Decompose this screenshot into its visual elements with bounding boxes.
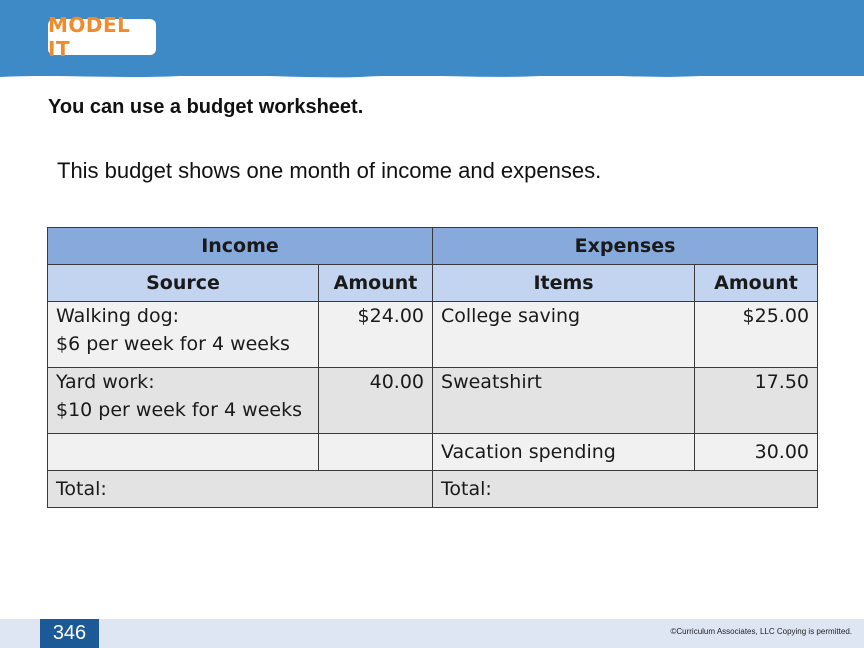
expense-amount-cell: 17.50 <box>695 368 818 434</box>
income-source-cell <box>48 302 319 368</box>
income-source-cell <box>48 434 319 471</box>
table-group-header-row <box>48 228 818 265</box>
expense-item-cell: College saving <box>433 302 695 368</box>
copyright-notice: ©Curriculum Associates, LLC Copying is permitted. <box>670 627 852 636</box>
page-heading: You can use a budget worksheet. <box>48 96 364 118</box>
table-column-header-row <box>48 265 818 302</box>
column-header-income-amount: Amount <box>319 265 433 302</box>
budget-table <box>47 227 818 508</box>
column-header-items: Items <box>433 265 695 302</box>
income-amount-cell <box>319 434 433 471</box>
income-source-detail: $10 per week for 4 weeks <box>56 399 302 421</box>
expense-amount-cell: $25.00 <box>695 302 818 368</box>
income-total-label: Total: <box>48 471 433 508</box>
table-total-row <box>48 471 818 508</box>
income-amount-cell: $24.00 <box>319 302 433 368</box>
model-it-badge: MODEL IT <box>48 19 156 55</box>
page-number: 346 <box>40 619 99 648</box>
expense-item-cell: Sweatshirt <box>433 368 695 434</box>
table-row <box>48 368 818 434</box>
income-source-detail: $6 per week for 4 weeks <box>56 333 290 355</box>
expense-amount-cell: 30.00 <box>695 434 818 471</box>
table-row <box>48 434 818 471</box>
table-row <box>48 302 818 368</box>
income-amount-cell: 40.00 <box>319 368 433 434</box>
income-source-name: Walking dog: <box>56 305 180 327</box>
intro-text: This budget shows one month of income and expenses. <box>57 158 602 183</box>
column-header-source: Source <box>48 265 319 302</box>
income-header: Income <box>48 228 433 265</box>
column-header-expense-amount: Amount <box>695 265 818 302</box>
expense-item-cell: Vacation spending <box>433 434 695 471</box>
expenses-header: Expenses <box>433 228 818 265</box>
income-source-cell <box>48 368 319 434</box>
income-source-name: Yard work: <box>56 371 155 393</box>
banner-edge <box>0 66 864 80</box>
expenses-total-label: Total: <box>433 471 818 508</box>
